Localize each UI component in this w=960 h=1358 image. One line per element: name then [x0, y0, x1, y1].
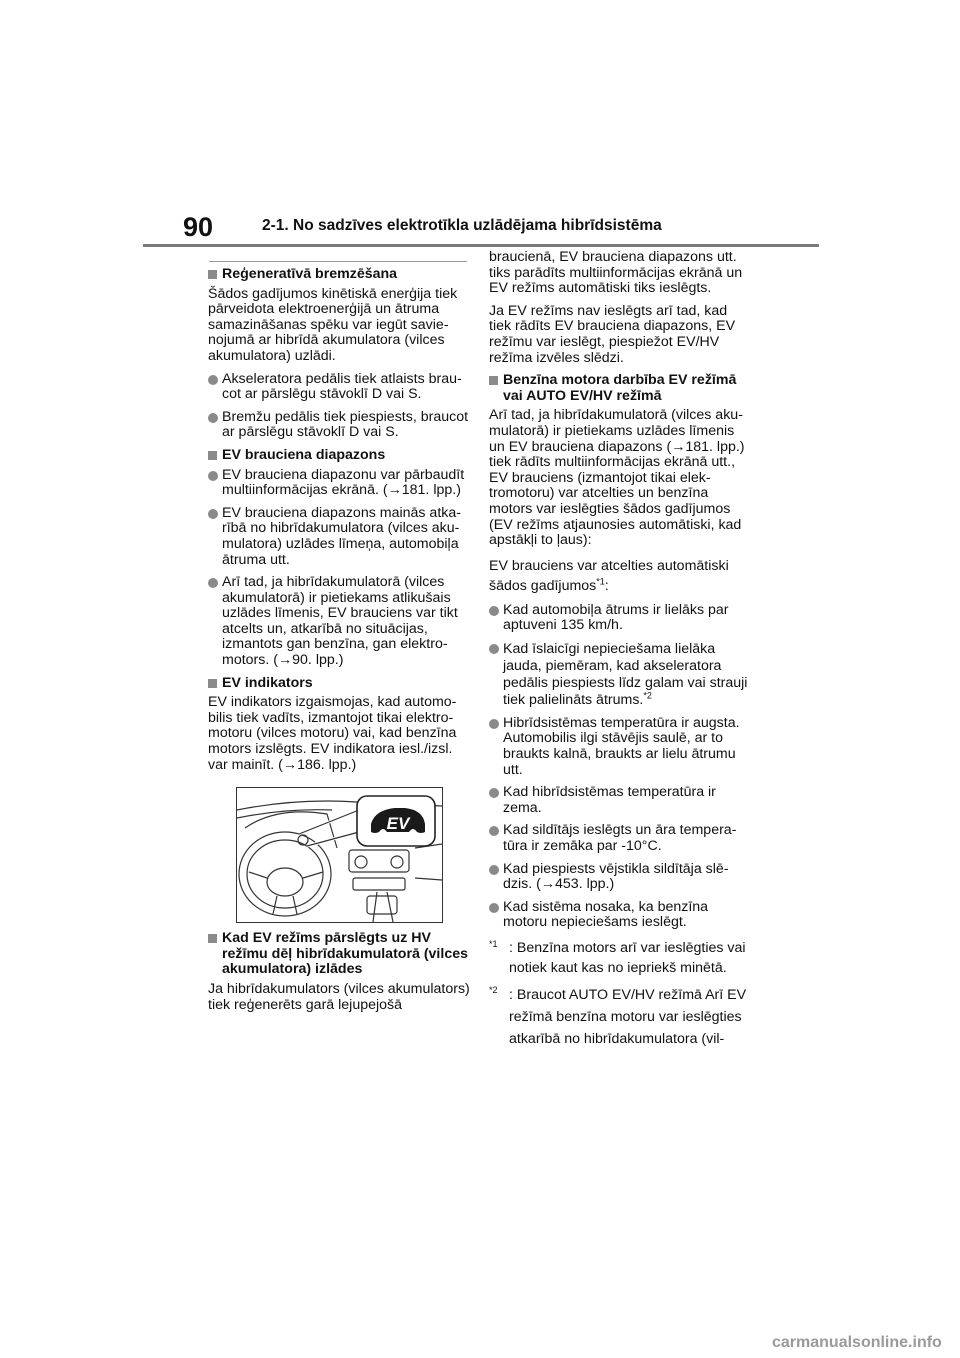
circle-bullet-icon: [489, 903, 499, 913]
paragraph-hv-switch: Ja EV režīms nav ieslēgts arī tad, kad tiek rādīts EV brauciena diapazons, EV režīmu var ieslēgt, piespiežot EV/HV režīma izvēles slēdzi.: [489, 302, 736, 366]
paragraph-engine: Arī tad, ja hibrīdakumulatorā (vilces akumulatorā) ir pietiekams uzlādes līmenis un EV brauciena diapazons (→181. lpp.) tiek rādīts multiinformācijas ekrānā utt., EV brauciens (izmantojot tikai elektromotoru) var atcelties un benzīna motors var ieslēgties šādos gadījumos (EV režīms atjaunosies automātiski, kad apstākļi to ļaus):: [489, 407, 745, 549]
circle-bullet-icon: [208, 413, 218, 423]
page-number: 90: [183, 212, 214, 242]
dashboard-illustration: [237, 788, 442, 922]
bullet-item: Kad hibrīdsistēmas temperatūra ir zema.: [489, 785, 751, 816]
paragraph-hv: Ja hibrīdakumulators (vilces akumulators) tiek reģenerēts garā lejupejošā: [208, 981, 470, 1013]
watermark: carmanualsonline.info: [772, 1334, 942, 1351]
bullet-item: EV brauciena diapazons mainās atkarībā no hibrīdakumulatora (vilces akumulatora) uzlādes līmeņa, automobiļa ātruma utt.: [208, 506, 470, 568]
circle-bullet-icon: [489, 865, 499, 875]
circle-bullet-icon: [489, 719, 499, 729]
section-heading-engine: Benzīna motora darbība EV režīmā vai AUTO EV/HV režīmā: [489, 373, 751, 404]
circle-bullet-icon: [489, 644, 499, 654]
square-bullet-icon: [489, 376, 498, 385]
bullet-item: Arī tad, ja hibrīdakumulatorā (vilces akumulatorā) ir pietiekams atlikušais uzlādes līmenis, EV brauciens var tikt atcelts un, atkarībā no situācijas, izmantots gan benzīna, gan elektromotors. (→90. lpp.): [208, 575, 470, 669]
footnote-2: *2 : Braucot AUTO EV/HV režīmā Arī EV režīmā benzīna motoru var ieslēgties atkarībā no hibrīdakumulatora (vil-: [489, 985, 747, 1047]
bullet-item: Kad automobiļa ātrums ir lielāks par aptuveni 135 km/h.: [489, 603, 751, 634]
paragraph-regen: Šādos gadījumos kinētiskā enerģija tiek pārveidota elektroenerģijā un ātruma samazināšanas spēku var iegūt savienojumā ar hibrīdā akumulatora (vilces akumulatora) uzlādi.: [208, 285, 458, 364]
circle-bullet-icon: [208, 578, 218, 588]
footnote-1: *1 : Benzīna motors arī var ieslēgties vai notiek kaut kas no iepriekš minētā.: [489, 939, 746, 976]
square-bullet-icon: [208, 270, 217, 279]
circle-bullet-icon: [208, 375, 218, 385]
ev-label: EV: [386, 814, 410, 834]
bullet-item: Hibrīdsistēmas temperatūra ir augsta. Automobilis ilgi stāvējis saulē, ar to braukts kalnā, braukts ar lielu ātrumu utt.: [489, 716, 751, 778]
circle-bullet-icon: [489, 606, 499, 616]
chapter-title: 2-1. No sadzīves elektrotīkla uzlādējama hibrīdsistēma: [262, 217, 662, 234]
paragraph-continued: braucienā, EV brauciena diapazons utt. tiks parādīts multiinformācijas ekrānā un EV režīms automātiski tiks ieslēgts.: [489, 249, 743, 297]
bullet-item: Kad piespiests vējstikla sildītāja slēdzis. (→453. lpp.): [489, 862, 751, 893]
left-column: [208, 267, 470, 1020]
right-column: [489, 250, 751, 1056]
bullet-item: Kad sildītājs ieslēgts un āra temperatūra ir zemāka par -10°C.: [489, 823, 751, 854]
circle-bullet-icon: [489, 826, 499, 836]
bullet-item: EV brauciena diapazonu var pārbaudīt multiinformācijas ekrānā. (→181. lpp.): [208, 468, 470, 499]
paragraph-indicator: EV indikators izgaismojas, kad automobilis tiek vadīts, izmantojot tikai elektromotoru (vilces motoru) vai, kad benzīna motors izslēgts. EV indikatora iesl./izsl. var mainīt. (→186. lpp.): [208, 694, 457, 773]
section-heading-range: EV brauciena diapazons: [208, 448, 470, 464]
circle-bullet-icon: [208, 471, 218, 481]
section-heading-indicator: EV indikators: [208, 676, 470, 692]
bullet-item: Kad īslaicīgi nepieciešama lielāka jauda, piemēram, kad akseleratora pedālis piespiests līdz galam vai strauji tiek palielināts ātrums.$^{*2}$: [489, 641, 751, 709]
header-rule: [143, 244, 819, 247]
circle-bullet-icon: [208, 509, 218, 519]
square-bullet-icon: [208, 679, 217, 688]
section-heading-regen: Reģeneratīvā bremzēšana: [208, 267, 470, 283]
bullet-item: Kad sistēma nosaka, ka benzīna motoru nepieciešams ieslēgt.: [489, 900, 751, 931]
circle-bullet-icon: [489, 788, 499, 798]
bullet-item: Akseleratora pedālis tiek atlaists braucot ar pārslēgu stāvoklī D vai S.: [208, 372, 470, 403]
bullet-item: Bremžu pedālis tiek piespiests, braucot ar pārslēgu stāvoklī D vai S.: [208, 410, 470, 441]
column-rule: [209, 261, 467, 262]
ev-indicator-figure: [236, 787, 443, 923]
paragraph-cancel: EV brauciens var atcelties automātiski šādos gadījumos$^{*1}$:: [489, 557, 729, 594]
square-bullet-icon: [208, 934, 217, 943]
square-bullet-icon: [208, 451, 217, 460]
section-heading-hv: Kad EV režīms pārslēgts uz HV režīmu dēļ hibrīdakumulatorā (vilces akumulatora) izlādes: [208, 931, 470, 978]
